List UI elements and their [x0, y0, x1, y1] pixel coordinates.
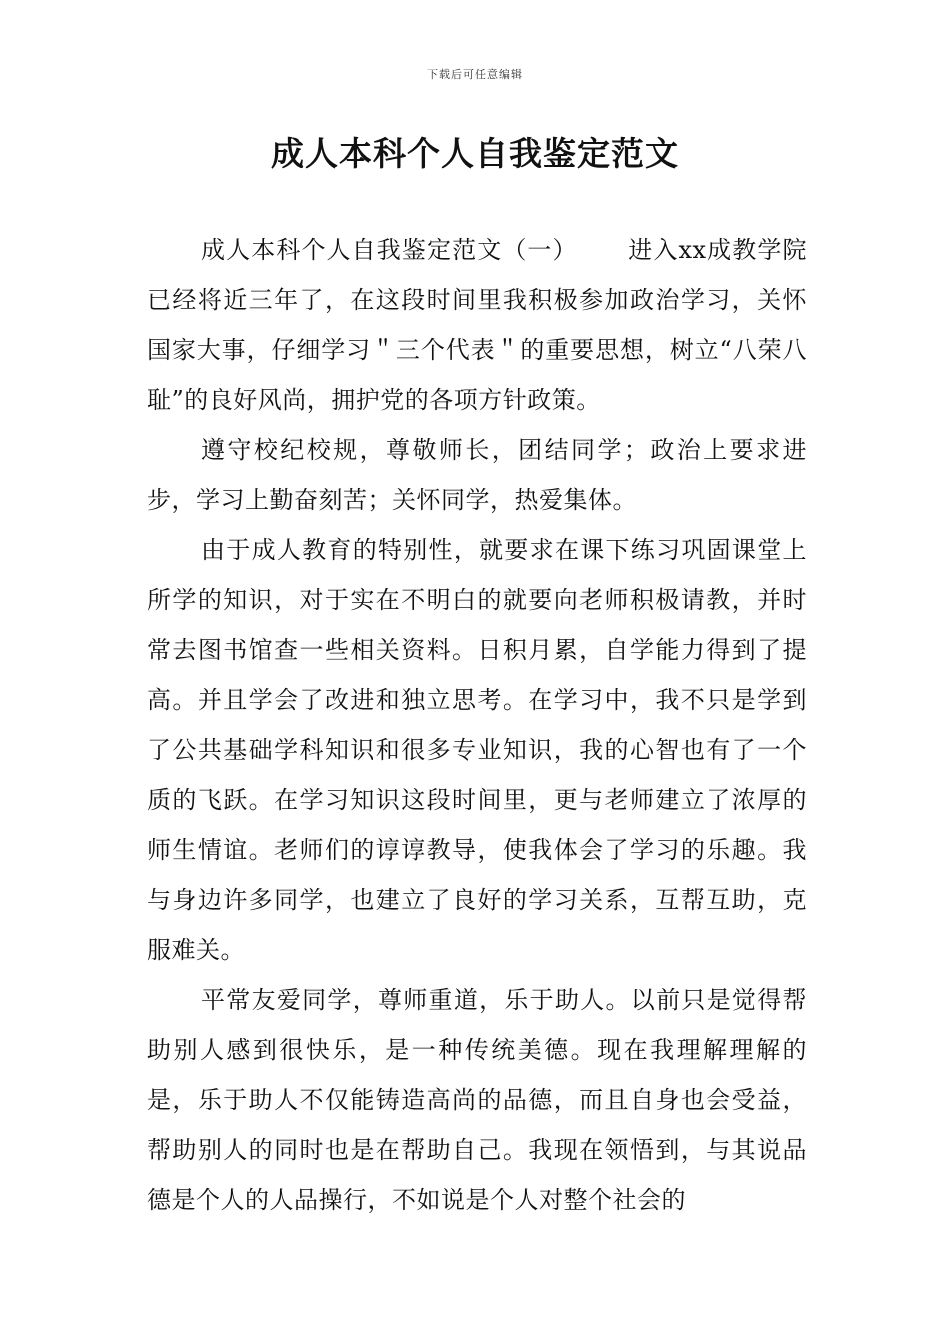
- paragraph-1-text: 进入xx成教学院已经将近三年了，在这段时间里我积极参加政治学习，关怀国家大事，仔细学习＂三个代表＂的重要思想，树立“八荣八耻”的良好风尚，拥护党的各项方针政策。: [147, 236, 807, 414]
- paragraph-4: 平常友爱同学，尊师重道，乐于助人。以前只是觉得帮助别人感到很快乐，是一种传统美德。现在我理解理解的是，乐于助人不仅能铸造高尚的品德，而且自身也会受益，帮助别人的同时也是在帮助自己。我现在领悟到，与其说品德是个人的人品操行，不如说是个人对整个社会的: [147, 986, 807, 1214]
- paragraph-1-heading: 成人本科个人自我鉴定范文（一）: [201, 236, 578, 264]
- document-title: 成人本科个人自我鉴定范文: [271, 134, 679, 173]
- paragraph-2: 遵守校纪校规，尊敬师长，团结同学；政治上要求进步，学习上勤奋刻苦；关怀同学，热爱集体。: [147, 436, 807, 514]
- document-body: [147, 225, 807, 1225]
- header-note: 下载后可任意编辑: [427, 68, 523, 81]
- paragraph-1: [147, 225, 807, 425]
- paragraph-3: 由于成人教育的特别性，就要求在课下练习巩固课堂上所学的知识，对于实在不明白的就要向老师积极请教，并时常去图书馆查一些相关资料。日积月累，自学能力得到了提高。并且学会了改进和独立思考。在学习中，我不只是学到了公共基础学科知识和很多专业知识，我的心智也有了一个质的飞跃。在学习知识这段时间里，更与老师建立了浓厚的师生情谊。老师们的谆谆教导，使我体会了学习的乐趣。我与身边许多同学，也建立了良好的学习关系，互帮互助，克服难关。: [147, 536, 807, 964]
